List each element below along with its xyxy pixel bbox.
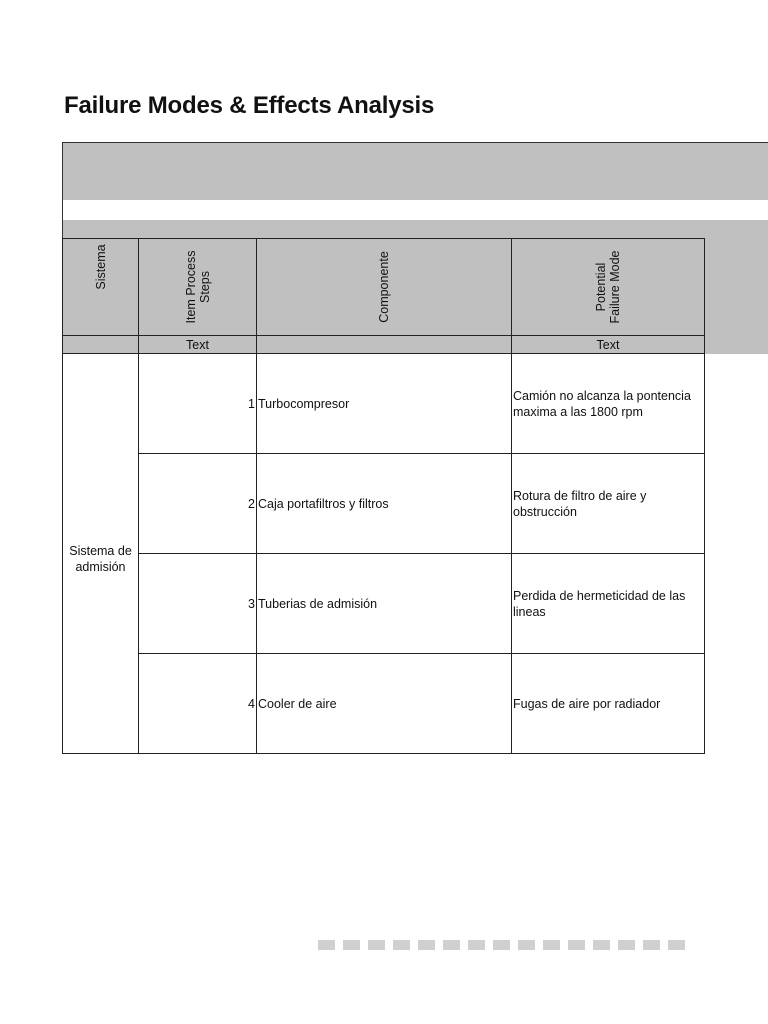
- failure-mode-cell: Camión no alcanza la pontencia maxima a las 1800 rpm: [512, 354, 705, 454]
- header-band-right: [704, 238, 768, 354]
- dashed-divider: [318, 938, 704, 952]
- step-number: 1: [139, 354, 257, 454]
- componente-cell: Cooler de aire: [257, 654, 512, 754]
- system-name-cell: Sistema de admisión: [63, 354, 139, 754]
- table-subheader-row: [63, 336, 705, 354]
- failure-mode-cell: Perdida de hermeticidad de las lineas: [512, 554, 705, 654]
- header-componente: Componente: [377, 251, 391, 323]
- header-failure-mode-cell: [512, 239, 705, 336]
- header-sistema: Sistema: [93, 244, 108, 290]
- header-band-top: [62, 142, 768, 200]
- componente-cell: Caja portafiltros y filtros: [257, 454, 512, 554]
- header-item-process-steps: Item Process Steps: [183, 250, 212, 324]
- componente-cell: Tuberias de admisión: [257, 554, 512, 654]
- table-header-row: [63, 239, 705, 336]
- header-sistema-cell: [63, 239, 139, 336]
- failure-mode-cell: Fugas de aire por radiador: [512, 654, 705, 754]
- table-row: [63, 354, 705, 454]
- subheader-sistema: [63, 336, 139, 354]
- subheader-item-process-steps: Text: [139, 336, 257, 354]
- page-title: Failure Modes & Effects Analysis: [64, 92, 435, 119]
- subheader-componente: [257, 336, 512, 354]
- table-row: [63, 654, 705, 754]
- step-number: 2: [139, 454, 257, 554]
- header-potential-failure-mode: Potential Failure Mode: [594, 250, 622, 324]
- header-componente-cell: [257, 239, 512, 336]
- header-frame-left: [62, 142, 63, 238]
- header-item-process-steps-cell: [139, 239, 257, 336]
- header-band-mid: [62, 220, 768, 238]
- componente-cell: Turbocompresor: [257, 354, 512, 454]
- failure-mode-cell: Rotura de filtro de aire y obstrucción: [512, 454, 705, 554]
- subheader-potential-failure-mode: Text: [512, 336, 705, 354]
- table-row: [63, 454, 705, 554]
- fmea-table: [62, 238, 705, 754]
- step-number: 3: [139, 554, 257, 654]
- step-number: 4: [139, 654, 257, 754]
- table-row: [63, 554, 705, 654]
